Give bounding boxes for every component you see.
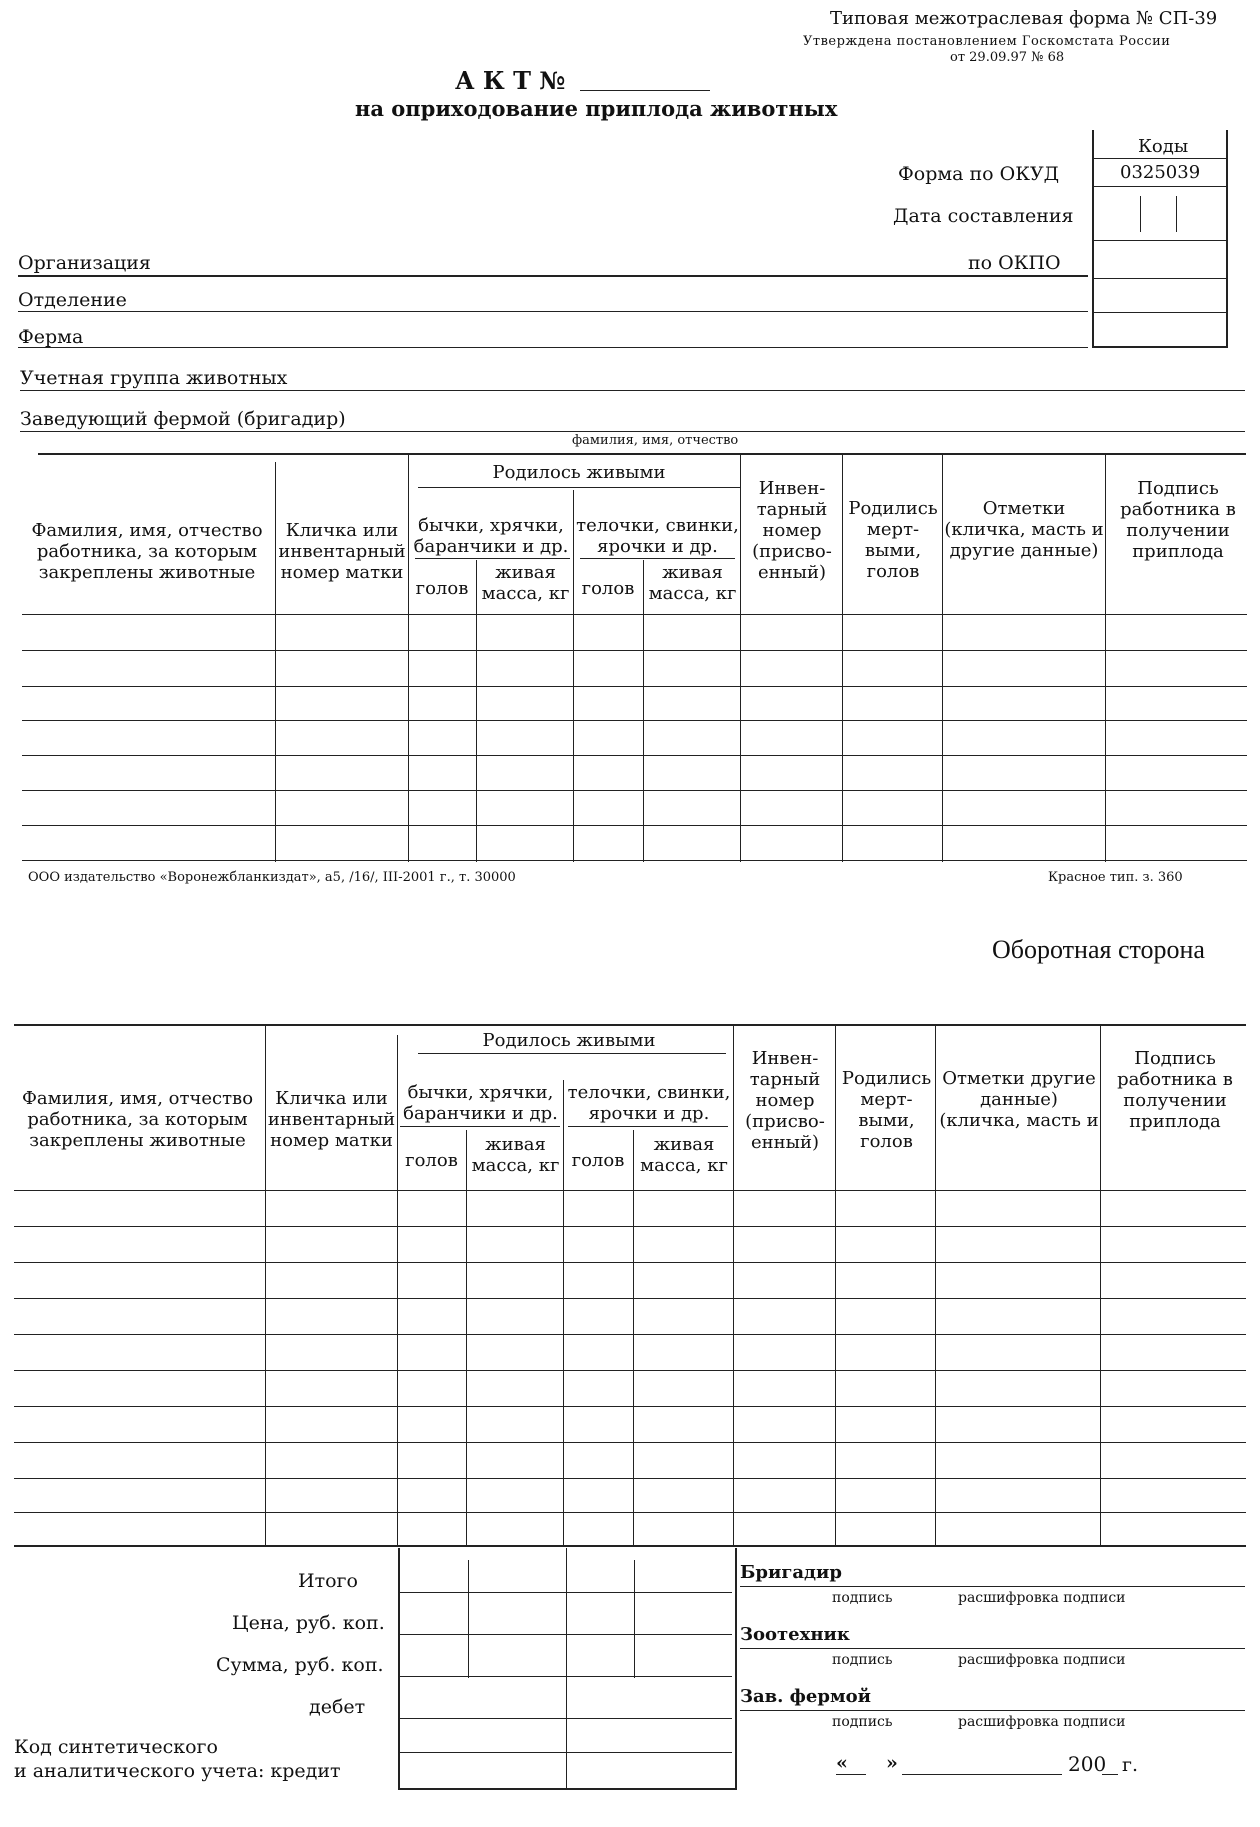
back-females: телочки, свинки, ярочки и др. — [567, 1082, 731, 1124]
front-col-nickname: Кличка или инвентарный номер матки — [278, 520, 406, 583]
foreman-decode-hint: расшифровка подписи — [958, 1590, 1126, 1606]
date-day-field[interactable] — [836, 1774, 866, 1775]
accounting-code-label-1: Код синтетического — [14, 1736, 218, 1758]
organization-label: Организация — [18, 252, 151, 274]
manager-field[interactable] — [20, 431, 1245, 432]
front-females: телочки, свинки, ярочки и др. — [576, 515, 739, 557]
date-year-suffix: г. — [1122, 1754, 1138, 1776]
manager-hint: фамилия, имя, отчество — [572, 433, 739, 448]
total-label: Итого — [298, 1570, 358, 1592]
accounting-code-label-2: и аналитического учета: кредит — [14, 1760, 341, 1782]
manager-label: Заведующий фермой (бригадир) — [20, 408, 346, 430]
back-males-mass: живая масса, кг — [471, 1134, 560, 1176]
group-label: Учетная группа животных — [20, 367, 288, 389]
price-label: Цена, руб. коп. — [232, 1612, 385, 1634]
okpo-label: по ОКПО — [968, 252, 1061, 274]
date-label: Дата составления — [893, 205, 1074, 227]
approval-line-2: от 29.09.97 № 68 — [950, 50, 1065, 65]
date-quote-open: « — [836, 1752, 848, 1774]
reverse-side-title: Оборотная сторона — [992, 935, 1205, 964]
back-born-alive: Родилось живыми — [482, 1030, 656, 1051]
document-title: А К Т № — [455, 66, 566, 95]
front-col-notes: Отметки (кличка, масть и другие данные) — [944, 498, 1104, 561]
foreman-label: Бригадир — [740, 1562, 842, 1583]
back-females-mass: живая масса, кг — [640, 1134, 728, 1176]
farm-label: Ферма — [18, 326, 84, 348]
back-col-worker: Фамилия, имя, отчество работника, за которым закреплены животные — [21, 1088, 254, 1151]
group-field[interactable] — [20, 390, 1245, 391]
front-col-signature: Подпись работника в получении приплода — [1120, 478, 1236, 562]
zootechnician-label: Зоотехник — [740, 1624, 850, 1645]
approval-line-1: Утверждена постановлением Госкомстата России — [803, 34, 1171, 49]
department-label: Отделение — [18, 289, 127, 311]
zootechnician-decode-hint: расшифровка подписи — [958, 1652, 1126, 1668]
department-field[interactable] — [18, 311, 1088, 312]
farm-manager-label: Зав. фермой — [740, 1686, 871, 1707]
front-males: бычки, хрячки, баранчики и др. — [413, 515, 569, 557]
farm-manager-signature-field[interactable] — [740, 1710, 1245, 1711]
farm-field[interactable] — [18, 347, 1088, 348]
front-col-inventory: Инвен-тарный номер (присво-енный) — [752, 478, 832, 583]
front-females-heads: голов — [581, 578, 635, 599]
organization-field[interactable] — [18, 275, 1088, 277]
document-subtitle: на оприходование приплода животных — [355, 96, 838, 121]
act-number-field[interactable] — [580, 90, 710, 91]
back-col-signature: Подпись работника в получении приплода — [1117, 1048, 1233, 1132]
back-col-dead: Родились мерт-выми, голов — [841, 1068, 932, 1152]
farm-manager-sign-hint: подпись — [832, 1714, 893, 1730]
back-males-heads: голов — [405, 1150, 458, 1171]
front-females-mass: живая масса, кг — [648, 562, 737, 604]
date-quote-close: » — [886, 1752, 898, 1774]
front-col-worker: Фамилия, имя, отчество работника, за которым закреплены животные — [31, 520, 263, 583]
okud-value: 0325039 — [1120, 162, 1201, 183]
front-males-mass: живая масса, кг — [481, 562, 570, 604]
back-table-top-border — [14, 1024, 1246, 1026]
totals-box — [398, 1548, 737, 1790]
sum-label: Сумма, руб. коп. — [216, 1654, 384, 1676]
back-males: бычки, хрячки, баранчики и др. — [403, 1082, 558, 1124]
back-col-notes: Отметки другие данные) (кличка, масть и — [939, 1068, 1099, 1131]
zootechnician-signature-field[interactable] — [740, 1648, 1245, 1649]
back-col-nickname: Кличка или инвентарный номер матки — [267, 1088, 396, 1151]
farm-manager-decode-hint: расшифровка подписи — [958, 1714, 1126, 1730]
form-type-label: Типовая межотраслевая форма № СП-39 — [830, 8, 1218, 29]
debit-label: дебет — [309, 1696, 366, 1718]
zootechnician-sign-hint: подпись — [832, 1652, 893, 1668]
date-year-field[interactable] — [1102, 1774, 1118, 1775]
front-males-heads: голов — [415, 578, 469, 599]
front-table-top-border — [38, 453, 1246, 455]
date-year-prefix: 200 — [1068, 1752, 1107, 1776]
date-month-field[interactable] — [902, 1774, 1062, 1775]
printer-imprint: Красное тип. з. 360 — [1048, 870, 1183, 885]
foreman-sign-hint: подпись — [832, 1590, 893, 1606]
back-col-inventory: Инвен-тарный номер (присво-енный) — [745, 1048, 825, 1153]
codes-caption: Коды — [1138, 136, 1189, 157]
foreman-signature-field[interactable] — [740, 1586, 1245, 1587]
front-born-alive: Родилось живыми — [492, 462, 666, 483]
publisher-imprint: ООО издательство «Воронежбланкиздат», а5, /16/, III-2001 г., т. 30000 — [28, 870, 516, 885]
okud-label: Форма по ОКУД — [898, 163, 1060, 185]
back-females-heads: голов — [571, 1150, 625, 1171]
front-col-dead: Родились мерт-выми, голов — [848, 498, 938, 582]
